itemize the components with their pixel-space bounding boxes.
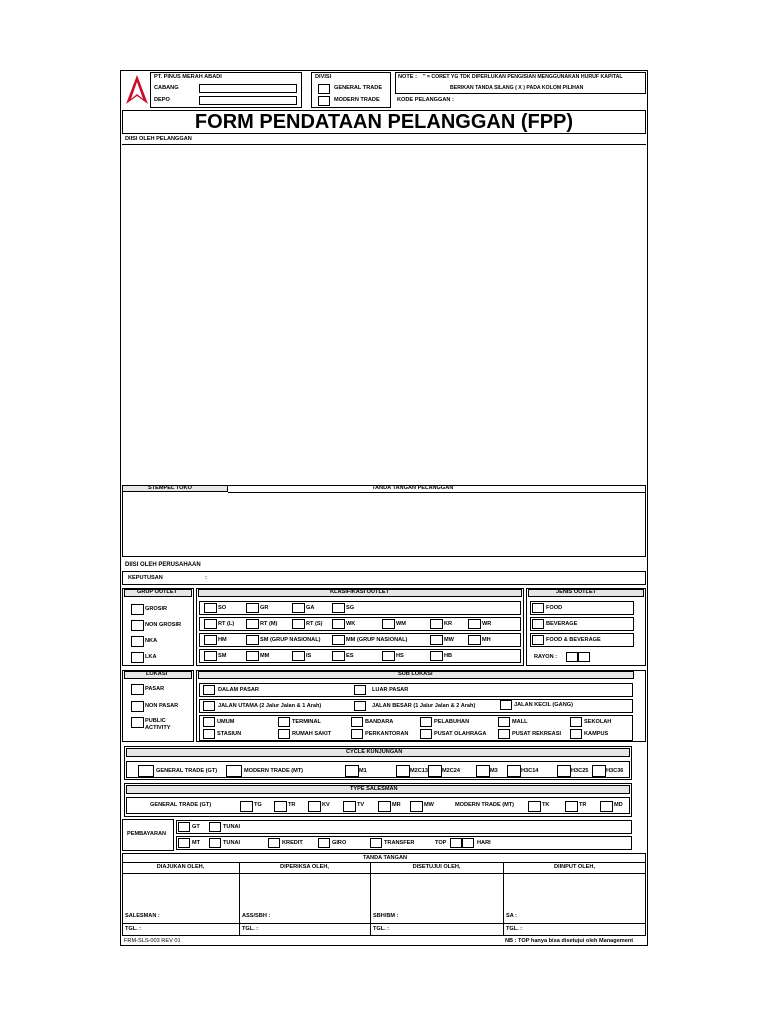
public-label: UMUM <box>217 719 235 725</box>
klasifikasi-checkbox[interactable] <box>246 651 259 661</box>
public-label: SEKOLAH <box>584 719 612 725</box>
klasifikasi-checkbox[interactable] <box>292 619 305 629</box>
klasifikasi-label: WR <box>482 621 492 627</box>
pay-mt-option-checkbox[interactable] <box>209 838 221 848</box>
note-line1: " = CORET YG TDK DIPERLUKAN PENGISIAN MENGGUNAKAN HURUF KAPITAL <box>423 74 623 80</box>
grup-outlet-checkbox[interactable] <box>131 652 144 663</box>
klasifikasi-checkbox[interactable] <box>430 619 443 629</box>
signature-role-label: SBH/BM : <box>373 913 399 919</box>
cycle-label: GENERAL TRADE (GT) <box>156 768 218 774</box>
klasifikasi-label: HS <box>396 653 404 659</box>
modern-trade-checkbox[interactable] <box>318 96 330 106</box>
cycle-label: H3C25 <box>571 768 589 774</box>
kode-pelanggan-label: KODE PELANGGAN : <box>397 97 454 103</box>
public-checkbox[interactable] <box>203 729 215 739</box>
public-checkbox[interactable] <box>420 717 432 727</box>
cycle-checkbox[interactable] <box>428 765 442 777</box>
divider <box>239 862 240 936</box>
top-label: TOP <box>435 840 447 846</box>
company-name: PT. PINUS MERAH ABADI <box>154 74 222 80</box>
pay-mt-option-label: GIRO <box>332 840 347 846</box>
klasifikasi-checkbox[interactable] <box>468 619 481 629</box>
klasifikasi-label: GA <box>306 605 315 611</box>
grup-outlet-title: GRUP OUTLET <box>137 589 177 595</box>
lokasi-checkbox[interactable] <box>131 684 144 695</box>
public-checkbox[interactable] <box>278 729 290 739</box>
divisi-label: DIVISI <box>315 74 332 80</box>
gt-salesman-checkbox[interactable] <box>274 801 287 812</box>
signature-tgl-label: TGL. : <box>373 926 390 932</box>
keputusan-label: KEPUTUSAN <box>128 575 163 581</box>
jenis-outlet-checkbox[interactable] <box>532 619 544 629</box>
klasifikasi-checkbox[interactable] <box>332 603 345 613</box>
tanda-tangan-pelanggan: TANDA TANGAN PELANGGAN <box>372 485 454 491</box>
cycle-label: H3C36 <box>606 768 624 774</box>
jenis-outlet-checkbox[interactable] <box>532 603 544 613</box>
general-trade-checkbox[interactable] <box>318 84 330 94</box>
company-logo <box>124 74 150 108</box>
signature-col-header: DIAJUKAN OLEH, <box>156 864 205 870</box>
cycle-label: H3C14 <box>521 768 539 774</box>
klasifikasi-checkbox[interactable] <box>382 651 395 661</box>
cycle-checkbox[interactable] <box>396 765 410 777</box>
public-label: PUSAT REKREASI <box>512 731 562 737</box>
signature-tgl-label: TGL. : <box>242 926 259 932</box>
klasifikasi-checkbox[interactable] <box>246 619 259 629</box>
mt-salesman-checkbox[interactable] <box>600 801 613 812</box>
jalan-utama-checkbox[interactable] <box>203 701 215 711</box>
grup-outlet-checkbox[interactable] <box>131 604 144 615</box>
cycle-checkbox[interactable] <box>226 765 242 777</box>
gt-salesman-checkbox[interactable] <box>410 801 423 812</box>
public-label: BANDARA <box>365 719 394 725</box>
klasifikasi-label: MM <box>260 653 270 659</box>
divider <box>370 862 371 936</box>
public-label: PELABUHAN <box>434 719 470 725</box>
public-label: KAMPUS <box>584 731 609 737</box>
klasifikasi-label: SM (GRUP NASIONAL) <box>260 637 321 643</box>
public-checkbox[interactable] <box>498 729 510 739</box>
pembayaran-gt-row <box>176 820 632 834</box>
klasifikasi-checkbox[interactable] <box>246 603 259 613</box>
klasifikasi-label: KR <box>444 621 453 627</box>
pay-mt-label: MT <box>192 840 201 846</box>
signature-role-label: ASS/SBH : <box>242 913 271 919</box>
page-title: FORM PENDATAAN PELANGGAN (FPP) <box>194 111 574 133</box>
klasifikasi-label: RT (S) <box>306 621 323 627</box>
klasifikasi-label: IS <box>306 653 312 659</box>
public-label: RUMAH SAKIT <box>292 731 332 737</box>
lokasi-label: PUBLIC ACTIVITY <box>145 718 171 731</box>
note-line2: BERIKAN TANDA SILANG ( X ) PADA KOLOM PILIHAN <box>450 85 584 91</box>
footnote: NB : TOP hanya bisa disetujui oleh Management <box>505 938 634 944</box>
klasifikasi-label: RT (M) <box>260 621 278 627</box>
gt-salesman-checkbox[interactable] <box>308 801 321 812</box>
klasifikasi-checkbox[interactable] <box>430 651 443 661</box>
klasifikasi-label: WM <box>396 621 406 627</box>
mt-salesman-checkbox[interactable] <box>565 801 578 812</box>
pay-gt-label: GT <box>192 824 200 830</box>
pay-gt-tunai-label: TUNAI <box>223 824 241 830</box>
cycle-label: MODERN TRADE (MT) <box>244 768 304 774</box>
pay-gt-tunai-checkbox[interactable] <box>209 822 221 832</box>
divider <box>503 862 504 936</box>
jenis-outlet-title: JENIS OUTLET <box>556 589 597 595</box>
jalan-besar-checkbox[interactable] <box>354 701 366 711</box>
cycle-checkbox[interactable] <box>345 765 359 777</box>
gt-salesman-option: TG <box>254 802 262 808</box>
lokasi-checkbox[interactable] <box>131 717 144 728</box>
general-trade-label: GENERAL TRADE <box>334 85 383 91</box>
klasifikasi-checkbox[interactable] <box>332 651 345 661</box>
mt-salesman-option: MD <box>614 802 623 808</box>
klasifikasi-label: RT (L) <box>218 621 235 627</box>
form-code: FRM-SLS-003 REV 01 <box>124 938 181 944</box>
mt-salesman-option: TR <box>579 802 587 808</box>
stempel-toko-label: STEMPEL TOKO <box>148 485 192 491</box>
signature-title: TANDA TANGAN <box>363 855 408 861</box>
lokasi-checkbox[interactable] <box>131 701 144 712</box>
pay-mt-option-checkbox[interactable] <box>370 838 382 848</box>
gt-salesman-option: MR <box>392 802 401 808</box>
gt-salesman-option: MW <box>424 802 434 808</box>
section-company: DIISI OLEH PERUSAHAAN <box>125 562 201 568</box>
gt-salesman-option: TR <box>288 802 296 808</box>
klasifikasi-checkbox[interactable] <box>204 619 217 629</box>
grup-outlet-label: NKA <box>145 638 158 644</box>
cycle-checkbox[interactable] <box>138 765 154 777</box>
note-label: NOTE : <box>398 74 417 80</box>
mt-salesman-label: MODERN TRADE (MT) <box>455 802 515 808</box>
public-checkbox[interactable] <box>278 717 290 727</box>
rayon-label: RAYON : <box>534 654 558 660</box>
depo-input[interactable] <box>199 96 297 105</box>
sub-lokasi-row <box>199 683 633 697</box>
mt-salesman-option: TK <box>542 802 550 808</box>
jenis-outlet-label: FOOD & BEVERAGE <box>546 637 601 643</box>
klasifikasi-checkbox[interactable] <box>204 603 217 613</box>
klasifikasi-checkbox[interactable] <box>246 635 259 645</box>
grup-outlet-label: LKA <box>145 654 157 660</box>
klasifikasi-checkbox[interactable] <box>292 651 305 661</box>
grup-outlet-checkbox[interactable] <box>131 620 144 631</box>
gt-salesman-checkbox[interactable] <box>343 801 356 812</box>
jalan-besar-label: JALAN BESAR (1 Jalur Jalan & 2 Arah) <box>372 703 476 709</box>
cabang-input[interactable] <box>199 84 297 93</box>
klasifikasi-label: SO <box>218 605 227 611</box>
cycle-checkbox[interactable] <box>592 765 606 777</box>
mt-salesman-checkbox[interactable] <box>528 801 541 812</box>
jenis-outlet-checkbox[interactable] <box>532 635 544 645</box>
gt-salesman-option: TV <box>357 802 365 808</box>
gt-salesman-checkbox[interactable] <box>378 801 391 812</box>
public-label: MALL <box>512 719 528 725</box>
lokasi-label: NON PASAR <box>145 703 179 709</box>
public-checkbox[interactable] <box>498 717 510 727</box>
sub-lokasi-title: SUB LOKASI <box>398 671 433 677</box>
pay-mt-checkbox[interactable] <box>178 838 190 848</box>
pay-mt-option-label: TRANSFER <box>384 840 415 846</box>
luar-pasar-label: LUAR PASAR <box>372 687 409 693</box>
cabang-label: CABANG <box>154 85 179 91</box>
divider <box>122 862 646 863</box>
signature-tgl-label: TGL. : <box>506 926 523 932</box>
public-label: PERKANTORAN <box>365 731 409 737</box>
public-label: PUSAT OLAHRAGA <box>434 731 487 737</box>
klasifikasi-label: GR <box>260 605 269 611</box>
top-cell[interactable] <box>462 838 474 848</box>
hari-label: HARI <box>477 840 491 846</box>
signature-role-label: SA : <box>506 913 517 919</box>
klasifikasi-checkbox[interactable] <box>204 651 217 661</box>
klasifikasi-checkbox[interactable] <box>204 635 217 645</box>
klasifikasi-label: SG <box>346 605 355 611</box>
jalan-utama-label: JALAN UTAMA (2 Jalur Jalan & 1 Arah) <box>218 703 322 709</box>
grup-outlet-checkbox[interactable] <box>131 636 144 647</box>
klasifikasi-checkbox[interactable] <box>382 619 395 629</box>
klasifikasi-label: HB <box>444 653 453 659</box>
klasifikasi-checkbox[interactable] <box>430 635 443 645</box>
rayon-cell[interactable] <box>578 652 590 662</box>
jalan-kecil-label: JALAN KECIL (GANG) <box>514 702 573 708</box>
public-label: STASIUN <box>217 731 242 737</box>
signature-tgl-label: TGL. : <box>125 926 142 932</box>
cycle-label: M2C24 <box>442 768 461 774</box>
public-checkbox[interactable] <box>570 729 582 739</box>
klasifikasi-title: KLASIFIKASI OUTLET <box>330 589 390 595</box>
klasifikasi-label: SM <box>218 653 227 659</box>
public-checkbox[interactable] <box>203 717 215 727</box>
dalam-pasar-label: DALAM PASAR <box>218 687 259 693</box>
pay-mt-option-checkbox[interactable] <box>318 838 330 848</box>
dalam-pasar-checkbox[interactable] <box>203 685 215 695</box>
klasifikasi-label: MW <box>444 637 454 643</box>
public-checkbox[interactable] <box>351 717 363 727</box>
pay-mt-option-label: TUNAI <box>223 840 241 846</box>
public-checkbox[interactable] <box>420 729 432 739</box>
top-cell[interactable] <box>450 838 462 848</box>
klasifikasi-checkbox[interactable] <box>292 603 305 613</box>
jenis-outlet-label: FOOD <box>546 605 563 611</box>
klasifikasi-label: MM (GRUP NASIONAL) <box>346 637 408 643</box>
grup-outlet-label: GROSIR <box>145 606 168 612</box>
jenis-outlet-label: BEVERAGE <box>546 621 578 627</box>
cycle-label: M2C13 <box>410 768 429 774</box>
section-customer: DIISI OLEH PELANGGAN <box>125 136 192 142</box>
pay-mt-option-checkbox[interactable] <box>268 838 280 848</box>
depo-label: DEPO <box>154 97 170 103</box>
lokasi-title: LOKASI <box>146 671 168 677</box>
lokasi-label: PASAR <box>145 686 165 692</box>
gt-salesman-label: GENERAL TRADE (GT) <box>150 802 212 808</box>
type-salesman-title: TYPE SALESMAN <box>350 786 398 792</box>
luar-pasar-checkbox[interactable] <box>354 685 366 695</box>
klasifikasi-label: WK <box>346 621 356 627</box>
public-label: TERMINAL <box>292 719 321 725</box>
klasifikasi-checkbox[interactable] <box>468 635 481 645</box>
gt-salesman-checkbox[interactable] <box>240 801 253 812</box>
klasifikasi-checkbox[interactable] <box>332 619 345 629</box>
rayon-cell[interactable] <box>566 652 578 662</box>
pay-gt-checkbox[interactable] <box>178 822 190 832</box>
public-checkbox[interactable] <box>351 729 363 739</box>
cycle-checkbox[interactable] <box>507 765 521 777</box>
pembayaran-label: PEMBAYARAN <box>127 831 167 837</box>
public-checkbox[interactable] <box>570 717 582 727</box>
pay-mt-option-label: KREDIT <box>282 840 303 846</box>
gt-salesman-option: KV <box>322 802 330 808</box>
colon: : <box>205 575 207 581</box>
divider <box>228 492 646 493</box>
modern-trade-label: MODERN TRADE <box>334 97 380 103</box>
keputusan-box <box>122 571 646 585</box>
klasifikasi-label: HM <box>218 637 227 643</box>
grup-outlet-label: NON GROSIR <box>145 622 182 628</box>
klasifikasi-label: ES <box>346 653 354 659</box>
klasifikasi-checkbox[interactable] <box>332 635 345 645</box>
sub-lokasi-public <box>199 715 633 741</box>
signature-role-label: SALESMAN : <box>125 913 160 919</box>
cycle-label: M3 <box>490 768 498 774</box>
signature-col-header: DISETUJUI OLEH, <box>412 864 461 870</box>
signature-col-header: DIPERIKSA OLEH, <box>280 864 329 870</box>
divider <box>122 144 646 145</box>
jalan-kecil-checkbox[interactable] <box>500 700 512 710</box>
cycle-title: CYCLE KUNJUNGAN <box>346 749 403 755</box>
cycle-checkbox[interactable] <box>476 765 490 777</box>
cycle-checkbox[interactable] <box>557 765 571 777</box>
divider <box>122 873 646 874</box>
signature-col-header: DIINPUT OLEH, <box>553 864 596 870</box>
cycle-label: M1 <box>359 768 367 774</box>
divider <box>122 923 646 924</box>
klasifikasi-label: MH <box>482 637 491 643</box>
stempel-area <box>122 485 646 557</box>
